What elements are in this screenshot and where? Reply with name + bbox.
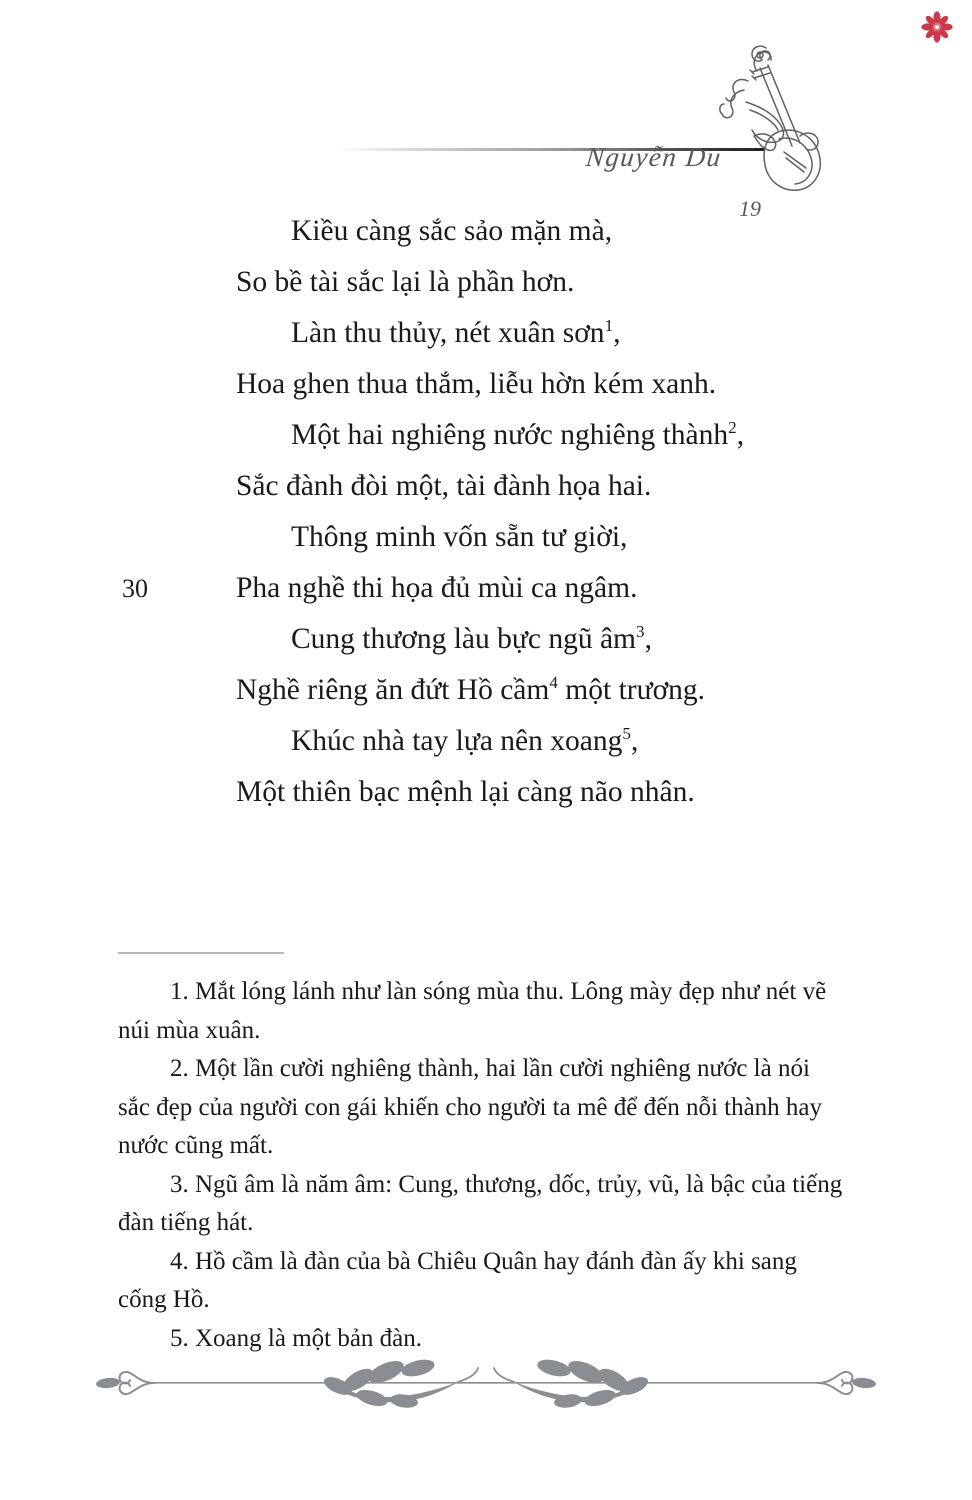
footnote-marker: 5 xyxy=(622,724,631,744)
footnote-marker: 2 xyxy=(728,418,737,438)
verse-line-number: 30 xyxy=(122,574,148,603)
verse-line xyxy=(0,716,972,767)
verse-line xyxy=(0,512,972,563)
verse-line xyxy=(0,563,972,614)
verse-line-text: Cung thương làu bực ngũ $âm^3$, xyxy=(291,622,652,655)
verse-line-text: Thông minh vốn sẵn tư giời, xyxy=(291,521,628,553)
page-number: 19 xyxy=(739,196,761,221)
verse-line-text: Sắc đành đòi một, tài đành họa hai. xyxy=(236,470,652,502)
verse-line-text: Pha nghề thi họa đủ mùi ca ngâm. xyxy=(236,572,638,604)
verse-line-text: So bề tài sắc lại là phần hơn. xyxy=(236,266,575,298)
verse-block xyxy=(0,206,972,818)
running-head-author: Nguyễn Du xyxy=(584,142,724,172)
footnote-item: 1. Mắt lóng lánh như làn sóng mùa thu. Lông mày đẹp như nét vẽ núi mùa xuân. xyxy=(118,978,827,1044)
footnotes-block xyxy=(118,952,848,1358)
verse-line-text: Một thiên bạc mệnh lại càng não nhân. xyxy=(236,776,695,808)
footnote-marker: 1 xyxy=(604,316,614,336)
verse-line xyxy=(0,461,972,512)
footnote-marker: 3 xyxy=(636,622,645,642)
verse-line xyxy=(0,359,972,410)
footnote-item: 3. Ngũ âm là năm âm: Cung, thương, dốc, trủy, vũ, là bậc của tiếng đàn tiếng hát. xyxy=(118,1170,843,1236)
verse-line-text: Kiều càng sắc sảo mặn mà, xyxy=(291,215,613,247)
verse-line xyxy=(0,308,972,359)
footnote-item: 4. Hồ cầm là đàn của bà Chiêu Quân hay đánh đàn ấy khi sang cống Hồ. xyxy=(118,1247,797,1313)
verse-line-text: Nghề riêng ăn đứt Hồ cầm$^4$ một trương. xyxy=(236,673,706,706)
running-head xyxy=(0,38,972,221)
footnote-item: 5. Xoang là một bản đàn. xyxy=(170,1324,423,1352)
verse-line-text: Khúc nhà tay lựa nên xoang$^5$, xyxy=(291,724,639,757)
verse-line xyxy=(0,257,972,308)
lute-dan-ty-ba-illustration-icon xyxy=(700,40,840,205)
verse-line-text: Hoa ghen thua thắm, liễu hờn kém xanh. xyxy=(236,368,717,400)
verse-line xyxy=(0,767,972,818)
verse-line-text: Một hai nghiêng nước nghiêng thành$^2$, xyxy=(291,418,745,451)
footnote-separator-rule xyxy=(118,952,284,954)
verse-line xyxy=(0,410,972,461)
verse-line-text: Làn thu thủy, nét xuân sơn$^1$, xyxy=(291,316,621,349)
leaf-scroll-divider-ornament-icon xyxy=(86,1352,886,1414)
verse-line xyxy=(0,665,972,716)
footnote-marker: 4 xyxy=(549,673,558,693)
footnote-item: 2. Một lần cười nghiêng thành, hai lần cười nghiêng nước là nói sắc đẹp của người con gái khiến cho người ta mê để đến nỗi thành hay nước cũng mất. xyxy=(118,1055,823,1159)
verse-line xyxy=(0,614,972,665)
verse-line xyxy=(0,206,972,257)
